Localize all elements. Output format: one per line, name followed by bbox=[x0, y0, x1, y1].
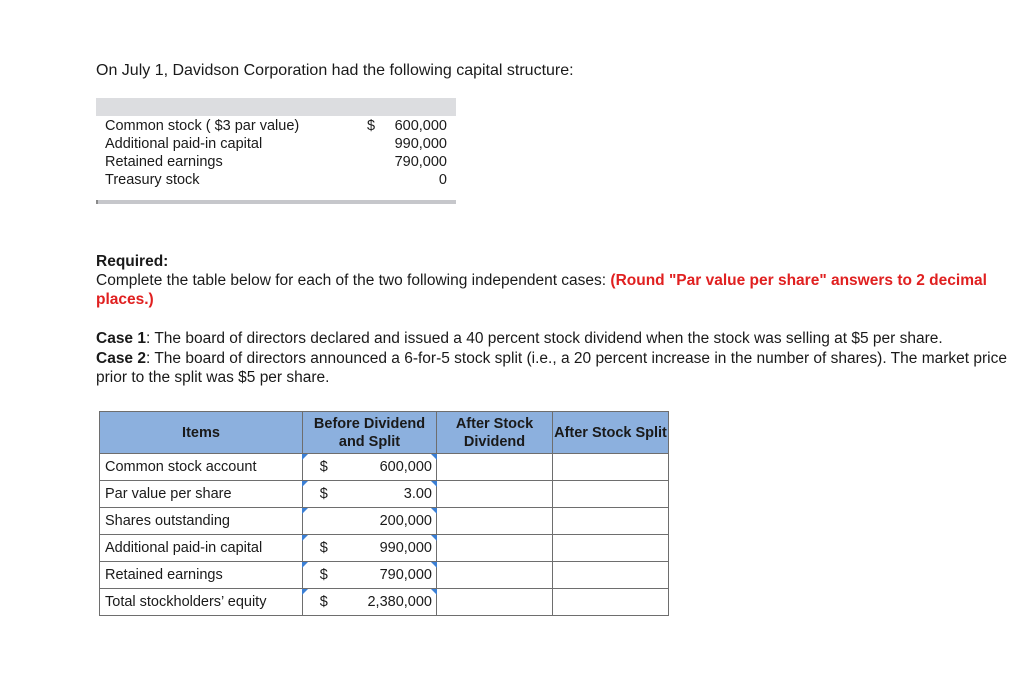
after-dividend-input[interactable] bbox=[437, 562, 552, 588]
row-item-label: Total stockholders’ equity bbox=[100, 589, 303, 616]
required-section bbox=[96, 252, 1006, 309]
after-split-input[interactable] bbox=[553, 481, 668, 507]
header-items: Items bbox=[100, 412, 303, 454]
capital-row bbox=[96, 117, 456, 135]
after-split-cell[interactable] bbox=[553, 508, 669, 535]
capital-row-amount: 990,000 bbox=[394, 136, 447, 152]
answer-table bbox=[99, 411, 669, 616]
after-dividend-input[interactable] bbox=[437, 535, 552, 561]
row-before-value bbox=[345, 508, 437, 535]
case-2 bbox=[96, 349, 1016, 388]
after-split-input[interactable] bbox=[553, 589, 668, 615]
capital-row-label: Retained earnings bbox=[105, 154, 223, 170]
required-heading: Required: bbox=[96, 253, 169, 270]
intro-text: On July 1, Davidson Corporation had the following capital structure: bbox=[96, 62, 574, 79]
row-item-label: Retained earnings bbox=[100, 562, 303, 589]
cases-section bbox=[96, 329, 1016, 388]
row-dollar-sign bbox=[303, 508, 345, 535]
case-1 bbox=[96, 329, 1016, 349]
after-split-cell[interactable] bbox=[553, 454, 669, 481]
after-split-input[interactable] bbox=[553, 454, 668, 480]
row-before-text: 3.00 bbox=[403, 486, 432, 502]
row-dollar-text: $ bbox=[319, 540, 328, 556]
row-dollar-sign bbox=[303, 535, 345, 562]
row-dollar-text: $ bbox=[319, 567, 328, 583]
capital-structure-footer-bar bbox=[96, 200, 456, 204]
after-dividend-cell[interactable] bbox=[437, 454, 553, 481]
after-dividend-cell[interactable] bbox=[437, 481, 553, 508]
capital-row-label: Additional paid-in capital bbox=[105, 136, 263, 152]
after-dividend-cell[interactable] bbox=[437, 589, 553, 616]
case-text: : The board of directors announced a 6-for-5 stock split (i.e., a 20 percent increase in the number of shares). The market price prior to the split was $5 per share. bbox=[96, 349, 1007, 386]
case-label: Case 2 bbox=[96, 349, 146, 367]
row-dollar-sign bbox=[303, 562, 345, 589]
after-split-cell[interactable] bbox=[553, 535, 669, 562]
case-label: Case 1 bbox=[96, 330, 146, 347]
required-instructions bbox=[96, 271, 1006, 309]
capital-row-amount: 0 bbox=[438, 172, 447, 188]
after-dividend-cell[interactable] bbox=[437, 535, 553, 562]
row-before-text: 790,000 bbox=[379, 567, 432, 583]
rounding-note: (Round "Par value per share" answers to 2 decimal places.) bbox=[96, 272, 987, 308]
cell-marker bbox=[302, 454, 308, 460]
table-row bbox=[100, 589, 669, 616]
header-after-stock-split: After Stock Split bbox=[553, 412, 669, 454]
capital-row-dollar: $ bbox=[367, 118, 376, 134]
capital-row bbox=[96, 171, 456, 189]
table-row bbox=[100, 481, 669, 508]
capital-row-amount: 600,000 bbox=[394, 118, 447, 134]
row-before-text: 2,380,000 bbox=[367, 594, 432, 610]
after-dividend-cell[interactable] bbox=[437, 508, 553, 535]
row-before-text: 200,000 bbox=[379, 513, 432, 529]
after-dividend-input[interactable] bbox=[437, 589, 552, 615]
capital-row bbox=[96, 153, 456, 171]
capital-row-label: Treasury stock bbox=[105, 172, 200, 188]
row-before-value bbox=[345, 535, 437, 562]
capital-row-label: Common stock ( $3 par value) bbox=[105, 118, 300, 134]
row-dollar-sign bbox=[303, 481, 345, 508]
after-dividend-input[interactable] bbox=[437, 481, 552, 507]
table-row bbox=[100, 535, 669, 562]
row-dollar-text: $ bbox=[319, 594, 328, 610]
table-row bbox=[100, 562, 669, 589]
row-before-text: 990,000 bbox=[379, 540, 432, 556]
after-dividend-cell[interactable] bbox=[437, 562, 553, 589]
row-before-value bbox=[345, 454, 437, 481]
cell-marker bbox=[302, 589, 308, 595]
after-split-cell[interactable] bbox=[553, 589, 669, 616]
table-row bbox=[100, 508, 669, 535]
row-dollar-sign bbox=[303, 454, 345, 481]
row-dollar-text: $ bbox=[319, 486, 328, 502]
capital-row bbox=[96, 135, 456, 153]
cell-marker bbox=[302, 481, 308, 487]
row-item-label: Par value per share bbox=[100, 481, 303, 508]
case-text: : The board of directors declared and issued a 40 percent stock dividend when the stock was selling at $5 per share. bbox=[145, 330, 943, 347]
table-row bbox=[100, 454, 669, 481]
cell-marker bbox=[302, 508, 308, 514]
cell-marker bbox=[302, 562, 308, 568]
after-split-cell[interactable] bbox=[553, 562, 669, 589]
after-split-input[interactable] bbox=[553, 508, 668, 534]
capital-row-amount: 790,000 bbox=[394, 154, 447, 170]
row-dollar-text: $ bbox=[319, 459, 328, 475]
capital-structure-table bbox=[96, 98, 456, 204]
row-before-value bbox=[345, 562, 437, 589]
capital-structure-header-bar bbox=[96, 98, 456, 116]
after-split-input[interactable] bbox=[553, 562, 668, 588]
row-before-value bbox=[345, 481, 437, 508]
required-text: Complete the table below for each of the two following independent cases: bbox=[96, 272, 611, 289]
row-item-label: Common stock account bbox=[100, 454, 303, 481]
cell-marker bbox=[302, 535, 308, 541]
row-item-label: Additional paid-in capital bbox=[100, 535, 303, 562]
after-dividend-input[interactable] bbox=[437, 508, 552, 534]
header-after-stock-dividend: After Stock Dividend bbox=[437, 412, 553, 454]
answer-table-header-row bbox=[100, 412, 669, 454]
row-item-label: Shares outstanding bbox=[100, 508, 303, 535]
row-before-text: 600,000 bbox=[379, 459, 432, 475]
header-before-dividend-and-split: Before Dividend and Split bbox=[303, 412, 437, 454]
row-before-value bbox=[345, 589, 437, 616]
after-split-cell[interactable] bbox=[553, 481, 669, 508]
after-dividend-input[interactable] bbox=[437, 454, 552, 480]
after-split-input[interactable] bbox=[553, 535, 668, 561]
row-dollar-sign bbox=[303, 589, 345, 616]
